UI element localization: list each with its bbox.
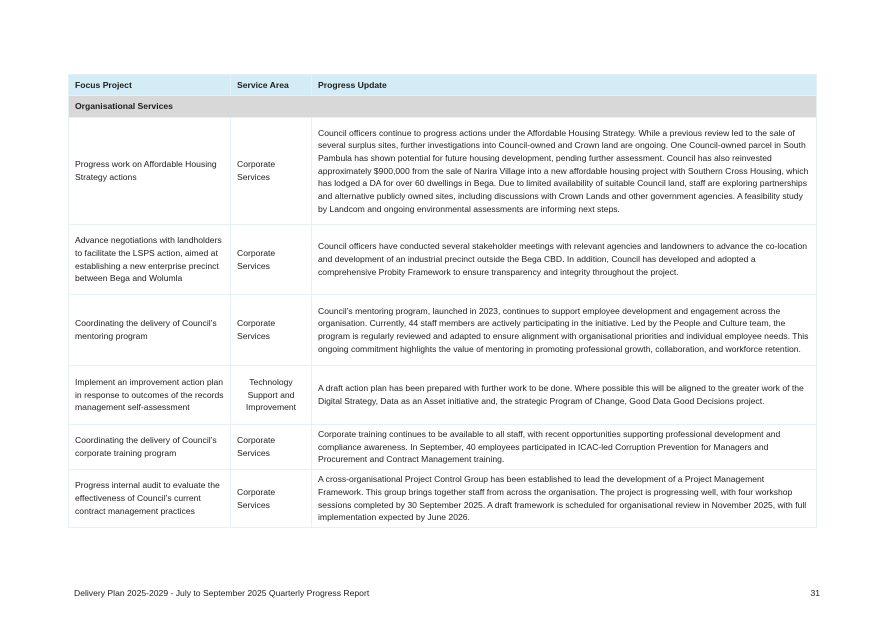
progress-update-cell: Corporate training continues to be available to all staff, with recent opportunities supporting professional development and compliance awareness. In September, 40 employees participated in ICAC-led Corruption Prevention for Managers and Procurement and Contract Management training. (312, 425, 817, 470)
header-service-area: Service Area (231, 75, 312, 96)
progress-update-cell: A cross-organisational Project Control Group has been established to lead the development of a Project Management Framework. This group brings together staff from across the organisation. The project is progressing well, with four workshop sessions completed by 30 September 2025. A draft framework is scheduled for organisational review in November 2025, with full implementation expected by June 2026. (312, 470, 817, 528)
table-row (69, 295, 817, 366)
table-row (69, 225, 817, 295)
table-row (69, 118, 817, 225)
footer-report-title: Delivery Plan 2025-2029 - July to September 2025 Quarterly Progress Report (74, 588, 370, 598)
table-header-row (69, 75, 817, 96)
progress-update-cell: Council officers continue to progress actions under the Affordable Housing Strategy. While a previous review led to the sale of several surplus sites, further investigations into Council-owned and Crown land are ongoing. One Council-owned parcel in South Pambula has shown potential for future housing development, pending further assessment. Council has also reinvested approximately $900,000 from the sale of Narira Village into a new affordable housing project with Southern Cross Housing, which has lodged a DA for over 60 dwellings in Bega. Due to limited availability of suitable Council land, staff are exploring partnerships and alternative publicly owned sites, including discussions with Crown Lands and other government agencies. A feasibility study by Landcom and ongoing environmental assessments are informing next steps. (312, 118, 817, 225)
focus-project-cell: Coordinating the delivery of Council’s mentoring program (69, 295, 231, 366)
service-area-cell: Corporate Services (231, 470, 312, 528)
service-area-cell: Corporate Services (231, 118, 312, 225)
service-area-cell: Corporate Services (231, 295, 312, 366)
table-row (69, 425, 817, 470)
table-row (69, 470, 817, 528)
progress-table (68, 74, 817, 528)
page-number: 31 (810, 588, 820, 598)
service-area-cell: Technology Support and Improvement (231, 366, 312, 425)
section-title: Organisational Services (69, 96, 817, 118)
section-row (69, 96, 817, 118)
progress-update-cell: Council officers have conducted several stakeholder meetings with relevant agencies and landowners to advance the co-location and development of an industrial precinct outside the Bega CBD. In addition, Council has developed and adopted a comprehensive Probity Framework to ensure transparency and integrity throughout the project. (312, 225, 817, 295)
focus-project-cell: Implement an improvement action plan in response to outcomes of the records management self-assessment (69, 366, 231, 425)
header-progress-update: Progress Update (312, 75, 817, 96)
service-area-cell: Corporate Services (231, 425, 312, 470)
progress-update-cell: A draft action plan has been prepared with further work to be done. Where possible this will be aligned to the greater work of the Digital Strategy, Data as an Asset initiative and, the strategic Program of Change, Good Data Good Decisions project. (312, 366, 817, 425)
table-row (69, 366, 817, 425)
focus-project-cell: Advance negotiations with landholders to facilitate the LSPS action, aimed at establishing a new enterprise precinct between Bega and Wolumla (69, 225, 231, 295)
header-focus-project: Focus Project (69, 75, 231, 96)
progress-update-cell: Council’s mentoring program, launched in 2023, continues to support employee development and engagement across the organisation. Currently, 44 staff members are actively participating in the initiative. Led by the People and Culture team, the program is regularly reviewed and adapted to ensure alignment with organisational priorities and individual employee needs. This ongoing commitment highlights the value of mentoring in promoting professional growth, collaboration, and workforce retention. (312, 295, 817, 366)
focus-project-cell: Progress work on Affordable Housing Strategy actions (69, 118, 231, 225)
focus-project-cell: Progress internal audit to evaluate the effectiveness of Council’s current contract management practices (69, 470, 231, 528)
focus-project-cell: Coordinating the delivery of Council’s corporate training program (69, 425, 231, 470)
service-area-cell: Corporate Services (231, 225, 312, 295)
